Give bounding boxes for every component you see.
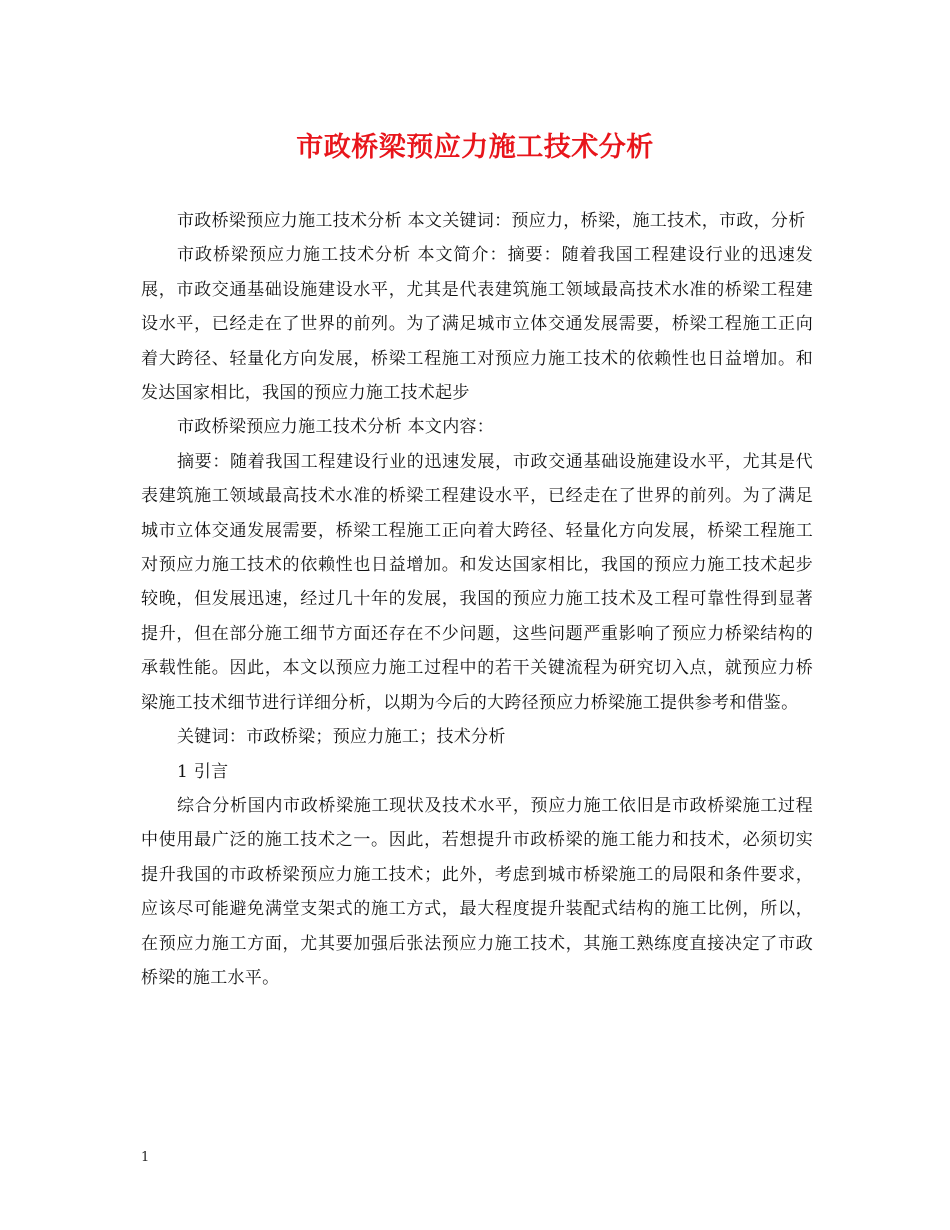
- paragraph-keywords: 关键词：市政桥梁；预应力施工；技术分析: [177, 727, 506, 748]
- paragraph-keywords-summary: 市政桥梁预应力施工技术分析 本文关键词：预应力，桥梁，施工技术，市政，分析: [177, 211, 806, 231]
- paragraph-introduction: 综合分析国内市政桥梁施工现状及技术水平，预应力施工依旧是市政桥梁施工过程中使用最广泛的施工技术之一。因此，若想提升市政桥梁的施工能力和技术，必须切实提升我国的市政桥梁预应力施工技术；此外，考虑到城市桥梁施工的局限和条件要求，应该尽可能避免满堂支架式的施工方式，最大程度提升装配式结构的施工比例，所以，在预应力施工方面，尤其要加强后张法预应力施工技术，其施工熟练度直接决定了市政桥梁的施工水平。: [141, 795, 813, 988]
- page-number: 1: [141, 1150, 150, 1165]
- paragraph-content-heading: 市政桥梁预应力施工技术分析 本文内容：: [177, 417, 495, 438]
- section-heading-introduction: 1 引言: [177, 761, 229, 782]
- paragraph-abstract: 摘要：随着我国工程建设行业的迅速发展，市政交通基础设施建设水平，尤其是代表建筑施工领域最高技术水准的桥梁工程建设水平，已经走在了世界的前列。为了满足城市立体交通发展需要，桥梁工程施工正向着大跨径、轻量化方向发展，桥梁工程施工对预应力施工技术的依赖性也日益增加。和发达国家相比，我国的预应力施工技术起步较晚，但发展迅速，经过几十年的发展，我国的预应力施工技术及工程可靠性得到显著提升，但在部分施工细节方面还存在不少问题，这些问题严重影响了预应力桥梁结构的承载性能。因此，本文以预应力施工过程中的若干关键流程为研究切入点，就预应力桥梁施工技术细节进行详细分析，以期为今后的大跨径预应力桥梁施工提供参考和借鉴。: [141, 451, 813, 713]
- document-title: 市政桥梁预应力施工技术分析: [296, 132, 654, 163]
- paragraph-intro-summary: 市政桥梁预应力施工技术分析 本文简介：摘要：随着我国工程建设行业的迅速发展，市政交通基础设施建设水平，尤其是代表建筑施工领域最高技术水准的桥梁工程建设水平，已经走在了世界的前列。为了满足城市立体交通发展需要，桥梁工程施工正向着大跨径、轻量化方向发展，桥梁工程施工对预应力施工技术的依赖性也日益增加。和发达国家相比，我国的预应力施工技术起步: [141, 245, 813, 404]
- document-body: [141, 204, 813, 995]
